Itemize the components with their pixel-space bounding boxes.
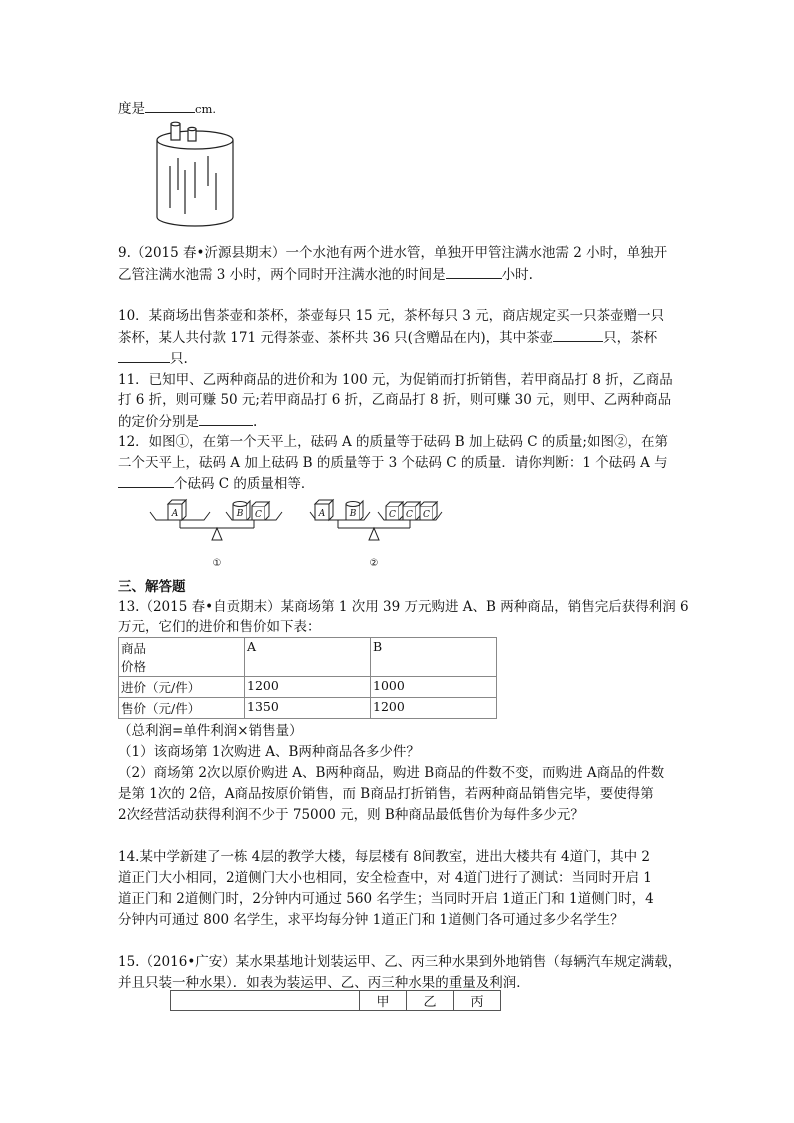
q9-line2-prefix: 乙管注满水池需 3 小时，两个同时开注满水池的时间是	[118, 267, 446, 283]
table-row	[119, 677, 497, 698]
q10-line3-suffix: 只.	[170, 351, 188, 367]
q13-line1: 13.（2015 春•自贡期末）某商场第 1 次用 39 万元购进 A、B 两种商品，销售完后获得利润 6	[118, 599, 689, 615]
table-cell: 1200	[245, 677, 371, 698]
table-cell: A	[245, 638, 371, 677]
q13-sub2-line3: 2次经营活动获得利润不少于 75000 元，则 B种商品最低售价为每件多少元？	[118, 807, 584, 823]
q14-line1: 14.某中学新建了一栋 4层的教学大楼，每层楼有 8间教室，进出大楼共有 4道门，其中 2	[118, 849, 650, 865]
answer-blank	[118, 474, 174, 488]
balance-figures	[148, 494, 448, 572]
q11-line3	[118, 412, 257, 431]
table-cell: 售价（元/件）	[119, 698, 245, 719]
q14-line2: 道正门大小相同，2道侧门大小也相同，安全检查中，对 4道门进行了测试：当同时开启 1	[118, 870, 652, 886]
q13-sub2-line2: 是第 1次的 2倍，A商品按原价销售，而 B商品打折销售，若两种商品销售完毕，要使得第	[118, 786, 654, 802]
q15-line1: 15.（2016•广安）某水果基地计划装运甲、乙、丙三种水果到外地销售（每辆汽车规定满载，	[118, 954, 682, 970]
answer-blank	[118, 349, 170, 363]
q8-suffix: cm.	[195, 102, 217, 116]
table-cell	[119, 638, 245, 677]
header-label-line2: 价格	[121, 659, 147, 674]
q11-line1: 11．已知甲、乙两种商品的进价和为 100 元，为促销而打折销售，若甲商品打 8 折，乙商品	[118, 372, 673, 388]
answer-blank	[446, 265, 502, 279]
table-cell: 1200	[371, 698, 497, 719]
table-cell: 1000	[371, 677, 497, 698]
q10-line1: 10．某商场出售茶壶和茶杯，茶壶每只 15 元，茶杯每只 3 元，商店规定买一只茶壶赠一只	[118, 308, 665, 324]
answer-blank	[145, 99, 195, 113]
q12-line2: 二个天平上，砝码 A 加上砝码 B 的质量等于 3 个砝码 C 的质量．请你判断：1 个砝码 A 与	[118, 455, 668, 471]
q10-line2	[118, 328, 657, 347]
header-label-line1: 商品	[121, 641, 147, 656]
weight-c-label: C	[423, 510, 430, 520]
balance-2	[310, 500, 442, 540]
q11-line3-prefix: 的定价分别是	[118, 414, 199, 430]
q13-note: （总利润=单件利润×销售量）	[118, 723, 303, 739]
q9-line2-suffix: 小时.	[501, 267, 533, 283]
q8-prefix: 度是	[118, 101, 145, 117]
weight-a-label: A	[318, 509, 326, 519]
table-row	[119, 698, 497, 719]
q12-line1: 12．如图①，在第一个天平上，砝码 A 的质量等于砝码 B 加上砝码 C 的质量;如图②，在第	[118, 434, 668, 450]
weight-c-label: C	[406, 510, 413, 520]
table-header-row	[171, 991, 501, 1011]
q13-line2: 万元，它们的进价和售价如下表：	[118, 619, 321, 635]
section-heading: 三、解答题	[118, 579, 186, 595]
table-cell: 乙	[407, 991, 454, 1011]
q10-line2-prefix: 茶杯，某人共付款 171 元得茶壶、茶杯共 36 只(含赠品在内)，其中茶壶	[118, 330, 554, 346]
q11-line2: 打 6 折，则可赚 50 元;若甲商品打 6 折，乙商品打 8 折，则可赚 30 元，则甲、乙两种商品	[118, 392, 672, 408]
answer-blank	[553, 328, 603, 342]
table-cell: B	[371, 638, 497, 677]
q14-line3: 道正门和 2道侧门时，2分钟内可通过 560 名学生；当同时开启 1道正门和 1道侧门时，4	[118, 891, 654, 907]
table-cell: 丙	[454, 991, 501, 1011]
q12-line3-suffix: 个砝码 C 的质量相等．	[174, 476, 315, 492]
q10-line2-mid: 只，茶杯	[603, 330, 658, 346]
q9-line1: 9.（2015 春•沂源县期末）一个水池有两个进水管，单独开甲管注满水池需 2 小时，单独开	[118, 245, 668, 261]
q13-sub2-line1: （2）商场第 2次以原价购进 A、B两种商品，购进 B商品的件数不变，而购进 A商品的件数	[118, 765, 665, 781]
q8-tail	[118, 99, 216, 118]
balance-1	[150, 500, 282, 540]
price-table	[118, 637, 497, 719]
fruit-table	[170, 990, 501, 1011]
weight-b-label: B	[349, 509, 357, 519]
weight-c-label: C	[389, 510, 396, 520]
q15-line2: 并且只装一种水果）．如表为装运甲、乙、丙三种水果的重量及利润．	[118, 975, 530, 991]
weight-a-label: A	[171, 509, 179, 519]
figure-2-label: ②	[369, 558, 379, 569]
table-cell: 甲	[360, 991, 407, 1011]
q12-line3	[118, 474, 314, 493]
q11-line3-suffix: .	[253, 414, 258, 430]
q14-line4: 分钟内可通过 800 名学生，求平均每分钟 1道正门和 1道侧门各可通过多少名学生？	[118, 912, 624, 928]
table-cell: 进价（元/件）	[119, 677, 245, 698]
figure-1-label: ①	[212, 558, 222, 569]
q9-line2	[118, 265, 533, 284]
table-header-row	[119, 638, 497, 677]
answer-blank	[199, 412, 253, 426]
weight-c-label: C	[255, 510, 262, 520]
table-cell: 1350	[245, 698, 371, 719]
q13-sub1: （1）该商场第 1次购进 A、B两种商品各多少件？	[118, 744, 420, 760]
table-cell	[171, 991, 360, 1011]
cylinder-figure	[150, 118, 240, 230]
q10-line3	[118, 349, 188, 368]
weight-b-label: B	[236, 509, 244, 519]
